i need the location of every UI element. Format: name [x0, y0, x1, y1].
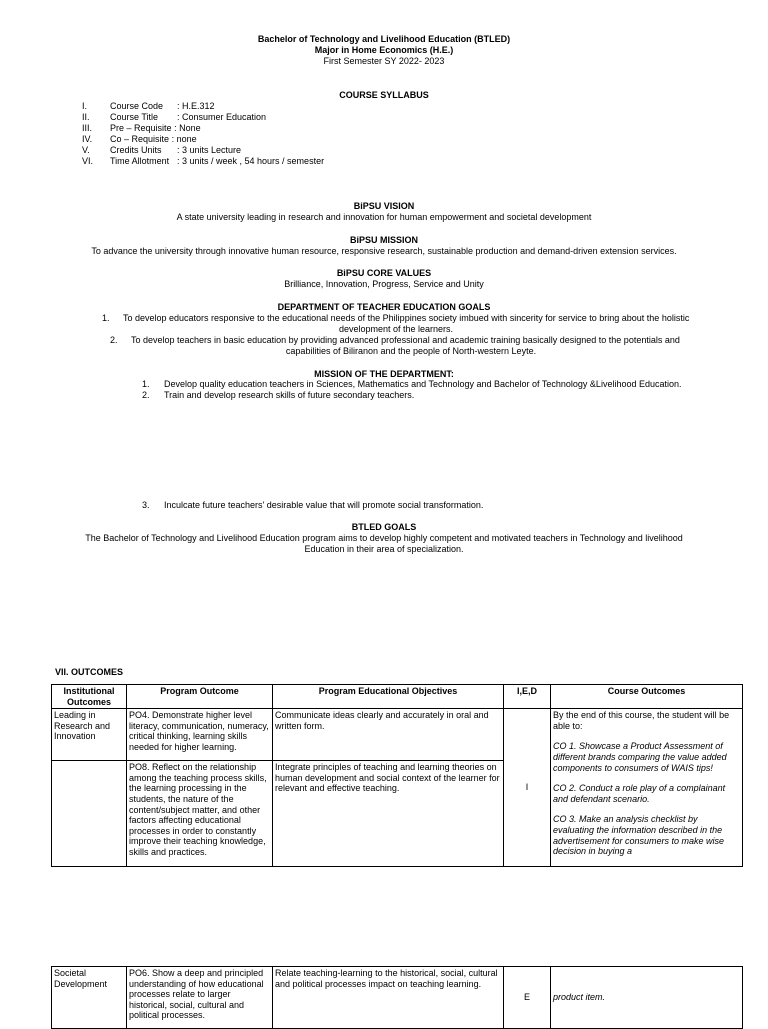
- roman-numeral: IV.: [82, 134, 93, 144]
- core-values-text: Brilliance, Innovation, Progress, Service and Unity: [284, 279, 484, 289]
- course-outcome-2: CO 2. Conduct a role play of a complainant and defendant scenario.: [553, 783, 726, 804]
- mission-number: 2.: [142, 390, 150, 400]
- mission-number: 3.: [142, 500, 150, 510]
- course-info-row: [82, 123, 201, 134]
- info-value: : None: [174, 123, 201, 133]
- core-values-heading: BiPSU CORE VALUES: [336, 268, 432, 278]
- mission-item: Train and develop research skills of future secondary teachers.: [164, 390, 415, 400]
- syllabus-title: COURSE SYLLABUS: [339, 90, 429, 100]
- course-outcomes-intro: By the end of this course, the student will be able to:: [553, 710, 730, 731]
- info-label: Credits Units: [110, 145, 162, 155]
- program-title: Bachelor of Technology and Livelihood Education (BTLED): [257, 34, 511, 44]
- mission-text: To advance the university through innovative human resource, responsive research, sustainable production and demand-driven extension services.: [91, 246, 677, 256]
- course-outcomes-cell: product item.: [551, 967, 743, 1029]
- course-info-row: [82, 112, 266, 123]
- course-info-row: [82, 156, 324, 167]
- goal-text-cont: capabilities of Biliranon and the people of North-western Leyte.: [285, 346, 537, 356]
- roman-numeral: V.: [82, 145, 90, 155]
- goal-text: To develop teachers in basic education by providing advanced professional and academic training basically designed to the potentials and: [131, 335, 680, 345]
- btled-goals-text-cont: Education in their area of specialization.: [304, 544, 464, 554]
- course-info-row: [82, 134, 197, 145]
- info-label: Co – Requisite: [110, 134, 170, 144]
- info-value: : none: [171, 134, 197, 144]
- info-label: Pre – Requisite: [110, 123, 172, 133]
- ied-cell: E: [504, 967, 551, 1029]
- column-header: Course Outcomes: [551, 685, 743, 709]
- objectives-cell: Relate teaching-learning to the historical, social, cultural and political processes impact on teaching learning.: [273, 967, 504, 1029]
- outcomes-table-continued: [51, 966, 743, 1029]
- course-info-row: [82, 101, 215, 112]
- info-label: Time Allotment: [110, 156, 170, 166]
- goal-text-cont: development of the learners.: [338, 324, 454, 334]
- institutional-outcome-cell: Leading in Research and Innovation: [52, 709, 127, 761]
- dept-goals-heading: DEPARTMENT OF TEACHER EDUCATION GOALS: [277, 302, 491, 312]
- table-row: [52, 967, 743, 1029]
- ied-cell: I: [504, 709, 551, 867]
- major-title: Major in Home Economics (H.E.): [314, 45, 454, 55]
- goal-number: 2.: [110, 335, 118, 345]
- table-row: [52, 709, 743, 761]
- roman-numeral: VI.: [82, 156, 94, 166]
- info-value: : 3 units Lecture: [177, 145, 242, 155]
- course-outcome-3: CO 3. Make an analysis checklist by evaluating the information described in the advertisement for consumers to make wise decision in buying a: [553, 814, 725, 857]
- column-header: Program Outcome: [127, 685, 273, 709]
- btled-goals-text: The Bachelor of Technology and Livelihood Education program aims to develop highly competent and motivated teachers in Technology and livelihood: [85, 533, 683, 543]
- outcomes-table: [51, 684, 743, 867]
- program-outcome-cell: PO8. Reflect on the relationship among the teaching process skills, the learning processing in the students, the nature of the content/subject matter, and other factors affecting educational processes in order to constantly improve their teaching knowledge, skills and practices.: [127, 761, 273, 867]
- info-label: Course Code: [110, 101, 164, 111]
- roman-numeral: III.: [82, 123, 93, 133]
- course-outcomes-cell: [551, 709, 743, 867]
- institutional-outcome-cell: Societal Development: [52, 967, 127, 1029]
- goal-text: To develop educators responsive to the educational needs of the Philippines society imbued with sincerity for service to bring about the holistic: [123, 313, 690, 323]
- institutional-outcome-cell: [52, 761, 127, 867]
- column-header: Institutional Outcomes: [52, 685, 127, 709]
- roman-numeral: II.: [82, 112, 90, 122]
- vision-heading: BiPSU VISION: [353, 201, 415, 211]
- table-header-row: [52, 685, 743, 709]
- info-value: : Consumer Education: [177, 112, 267, 122]
- dept-mission-heading: MISSION OF THE DEPARTMENT:: [314, 369, 454, 379]
- goal-number: 1.: [102, 313, 110, 323]
- objectives-cell: Integrate principles of teaching and learning theories on human development and social context of the learner for relevant and effective teaching.: [273, 761, 504, 867]
- semester-line: First Semester SY 2022- 2023: [323, 56, 445, 66]
- mission-number: 1.: [142, 379, 150, 389]
- mission-item: Develop quality education teachers in Sciences, Mathematics and Technology and Bachelor of Technology &Livelihood Education.: [164, 379, 682, 389]
- info-value: : 3 units / week , 54 hours / semester: [177, 156, 325, 166]
- roman-numeral: I.: [82, 101, 88, 111]
- course-outcome-1: CO 1. Showcase a Product Assessment of different brands comparing the value added components to consumers of WAIS tips!: [553, 741, 727, 773]
- info-label: Course Title: [110, 112, 159, 122]
- course-info-row: [82, 145, 241, 156]
- btled-goals-heading: BTLED GOALS: [351, 522, 417, 532]
- column-header: I,E,D: [504, 685, 551, 709]
- info-value: : H.E.312: [177, 101, 215, 111]
- mission-heading: BiPSU MISSION: [349, 235, 418, 245]
- outcomes-heading: VII. OUTCOMES: [55, 667, 124, 677]
- objectives-cell: Communicate ideas clearly and accurately in oral and written form.: [273, 709, 504, 761]
- mission-item: Inculcate future teachers' desirable value that will promote social transformation.: [164, 500, 484, 510]
- program-outcome-cell: PO6. Show a deep and principled understanding of how educational processes relate to larger historical, social, cultural and political processes.: [127, 967, 273, 1029]
- program-outcome-cell: PO4. Demonstrate higher level literacy, communication, numeracy, critical thinking, learning skills needed for higher learning.: [127, 709, 273, 761]
- column-header: Program Educational Objectives: [273, 685, 504, 709]
- vision-text: A state university leading in research and innovation for human empowerment and societal development: [176, 212, 592, 222]
